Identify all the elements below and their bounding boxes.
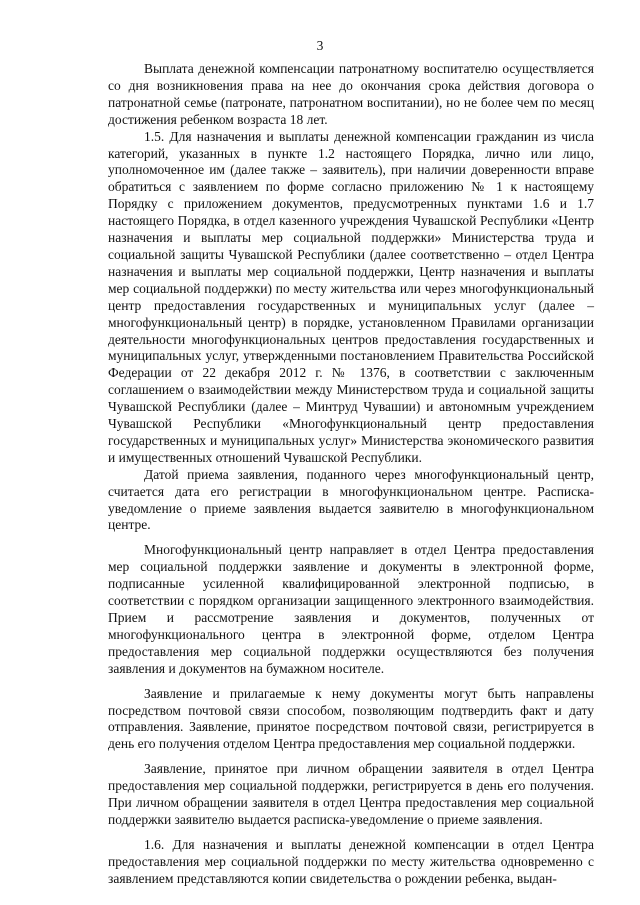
- paragraph-1-6-documents: 1.6. Для назначения и выплаты денежной компенсации в отдел Центра предоставления мер социальной поддержки по месту жительства одновременно с заявлением представляются копии свидетельства о рождении ребенка, выдан-: [108, 836, 594, 886]
- paragraph-1-5-application: 1.5. Для назначения и выплаты денежной компенсации гражданин из числа категорий, указанных в пункте 1.2 настоящего Порядка, лично или лицо, уполномоченное им (далее также – заявитель), при наличии доверенности вправе обратиться с заявлением по форме согласно приложению № 1 к настоящему Порядку с приложением документов, предусмотренных пунктами 1.6 и 1.7 настоящего Порядка, в отдел казенного учреждения Чувашской Республики «Центр назначения и выплаты мер социальной поддержки» Министерства труда и социальной защиты Чувашской Республики (далее соответственно – отдел Центра назначения и выплаты мер социальной поддержки, Центр назначения и выплаты мер социальной поддержки) по месту жительства или через многофункциональный центр предоставления государственных и муниципальных услуг (далее – многофункциональный центр) в порядке, установленном Правилами организации деятельности многофункциональных центров предоставления государственных и муниципальных услуг, утвержденными постановлением Правительства Российской Федерации от 22 декабря 2012 г. № 1376, в соответствии с заключенным соглашением о взаимодействии между Министерством труда и социальной защиты Чувашской Республики (далее – Минтруд Чувашии) и автономным учреждением Чувашской Республики «Многофункциональный центр предоставления государственных и муниципальных услуг» Министерства экономического развития и имущественных отношений Чувашской Республики.: [108, 128, 594, 465]
- page-number: 3: [316, 38, 324, 53]
- paragraph-postal-submission: Заявление и прилагаемые к нему документы могут быть направлены посредством почтовой связи способом, позволяющим подтвердить факт и дату отправления. Заявление, принятое посредством почтовой связи, регистрируется в день его получения отделом Центра предоставления мер социальной поддержки.: [108, 685, 594, 752]
- document-body: [108, 61, 594, 888]
- paragraph-compensation-period: Выплата денежной компенсации патронатному воспитателю осуществляется со дня возникновения права на нее до окончания срока действия договора о патронатной семье (патронате, патронатном воспитании), но не более чем по месяц достижения ребенком возраста 18 лет.: [108, 61, 594, 127]
- paragraph-acceptance-date: Датой приема заявления, поданного через многофункциональный центр, считается дата его регистрации в многофункциональном центре. Расписка-уведомление о приеме заявления выдается заявителю в многофункциональном центре.: [108, 466, 594, 533]
- paragraph-personal-submission: Заявление, принятое при личном обращении заявителя в отдел Центра предоставления мер социальной поддержки, регистрируется в день его получения. При личном обращении заявителя в отдел Центра предоставления мер социальной поддержки заявителю выдается расписка-уведомление о приеме заявления.: [108, 761, 594, 827]
- paragraph-mfc-electronic: Многофункциональный центр направляет в отдел Центра предоставления мер социальной поддержки заявление и документы в электронной форме, подписанные усиленной квалифицированной электронной подписью, в соответствии с порядком организации защищенного электронного взаимодействия. Прием и рассмотрение заявления и документов, полученных от многофункционального центра в электронной форме, отделом Центра предоставления мер социальной поддержки осуществляются без получения заявления и документов на бумажном носителе.: [108, 542, 594, 676]
